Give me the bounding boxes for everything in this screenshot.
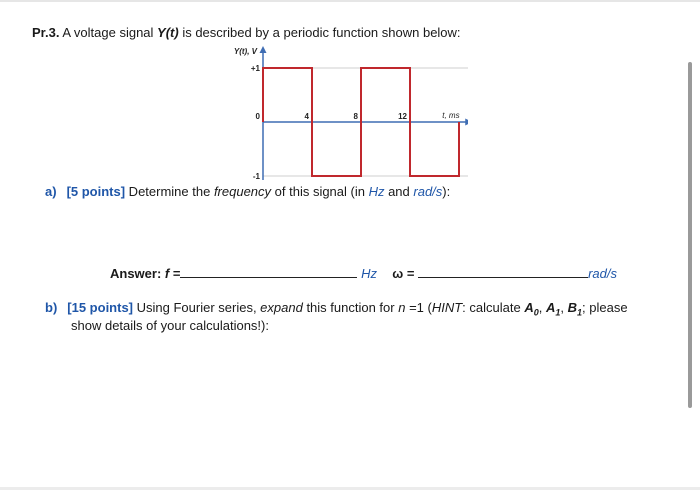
coef-a1: $A_1$	[545, 300, 561, 318]
part-b-n-symbol: n	[398, 300, 406, 315]
part-b-text-2: this function for	[302, 300, 399, 315]
part-a	[45, 184, 450, 199]
coef-b1: $B_1$	[567, 300, 583, 318]
part-b-letter: b)	[45, 300, 58, 315]
signal-name: Y(t)	[157, 25, 179, 40]
part-a-text-mid: of this signal (in	[271, 184, 369, 199]
part-a-points: [5 points]	[66, 184, 126, 199]
omega-equals: =	[403, 266, 415, 281]
part-b-text-5: ; please	[582, 300, 628, 315]
part-b-hint: HINT	[431, 300, 463, 315]
frequency-answer-blank[interactable]	[180, 266, 357, 278]
part-a-emph: frequency	[213, 184, 272, 199]
problem-intro-post: is described by a periodic function shown below:	[178, 25, 461, 40]
part-a-unit-rad: rad/s	[413, 184, 443, 199]
problem-heading	[32, 25, 461, 40]
axes	[260, 46, 469, 180]
y-tick-label: -1	[252, 172, 260, 181]
top-border	[0, 0, 700, 2]
problem-intro-pre: A voltage signal	[59, 25, 158, 40]
part-b-line-1	[45, 300, 628, 318]
part-a-letter: a)	[45, 184, 57, 199]
x-tick-label: 12	[398, 112, 407, 121]
omega-answer-blank[interactable]	[418, 266, 588, 278]
coef-separator: ,	[560, 300, 568, 315]
coef-a0: $A_0$	[524, 300, 539, 318]
x-axis-label: t, ms	[442, 111, 460, 120]
part-a-text-end: ):	[442, 184, 451, 199]
hz-unit: Hz	[361, 266, 377, 281]
answer-line	[110, 266, 617, 281]
rad-unit: rad/s	[588, 266, 617, 281]
x-tick-label: 0	[255, 112, 260, 121]
part-b-text-3: =1 (	[405, 300, 432, 315]
square-wave-chart	[218, 42, 468, 182]
part-a-unit-hz: Hz	[368, 184, 385, 199]
answer-label: Answer:	[110, 266, 162, 281]
part-b-emph: expand	[260, 300, 303, 315]
y-axis-label: Y(t), V	[233, 47, 257, 56]
part-b-text-1: Using Fourier series,	[133, 300, 261, 315]
x-tick-label: 8	[353, 112, 358, 121]
x-tick-label: 4	[304, 112, 309, 121]
x-axis-arrow-icon	[465, 119, 468, 126]
y-tick-label: +1	[250, 64, 260, 73]
problem-label: Pr.3.	[32, 25, 60, 40]
part-a-text-pre: Determine the	[125, 184, 214, 199]
y-axis-arrow-icon	[260, 46, 267, 53]
part-a-and: and	[384, 184, 414, 199]
frequency-equals: =	[169, 266, 181, 281]
omega-symbol: ω	[392, 266, 404, 281]
part-b-line-2: show details of your calculations!):	[71, 318, 269, 333]
part-b-text-4: : calculate	[462, 300, 525, 315]
vertical-scrollbar[interactable]	[688, 62, 692, 408]
coef-separator: ,	[538, 300, 546, 315]
part-b-points: [15 points]	[67, 300, 134, 315]
frequency-symbol: f	[164, 266, 170, 281]
